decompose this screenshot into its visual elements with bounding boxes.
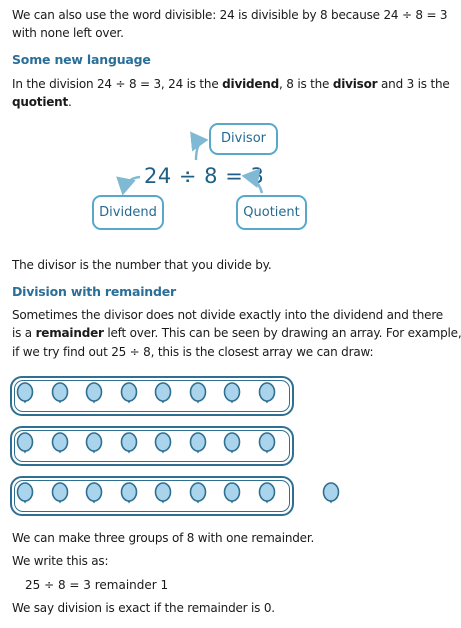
divisor-definition: The divisor is the number that you divide by. xyxy=(12,258,272,272)
remainder-line-3: if we try find out 25 ÷ 8, this is the closest array we can draw: xyxy=(12,345,374,359)
balloon-icon xyxy=(189,432,207,458)
diagram-arrows xyxy=(0,0,407,260)
divisor-box: Divisor xyxy=(209,123,278,155)
equation: 24 ÷ 8 = 3 xyxy=(144,164,265,188)
remainder-line-2: is a remainder left over. This can be seen by drawing an array. For example, xyxy=(12,326,461,340)
conclusion-line-3: We say division is exact if the remainder is 0. xyxy=(12,601,275,615)
balloon-icon xyxy=(120,382,138,408)
new-language-heading: Some new language xyxy=(12,52,151,67)
divisor-term: divisor xyxy=(332,77,378,91)
calculation: 25 ÷ 8 = 3 remainder 1 xyxy=(25,578,169,592)
dividend-box: Dividend xyxy=(92,195,164,230)
remainder-heading: Division with remainder xyxy=(12,284,176,299)
balloon-icon xyxy=(223,432,241,458)
balloon-icon xyxy=(189,382,207,408)
balloon-icon xyxy=(16,482,34,508)
conclusion-line-2: We write this as: xyxy=(12,554,109,568)
arrow-to-divisor xyxy=(196,140,206,160)
balloon-icon xyxy=(16,382,34,408)
quotient-box: Quotient xyxy=(236,195,307,230)
balloon-icon xyxy=(51,482,69,508)
intro-line-1: We can also use the word divisible: 24 is divisible by 8 because 24 ÷ 8 = 3 xyxy=(12,8,448,22)
balloon-icon xyxy=(85,382,103,408)
balloon-icon xyxy=(85,482,103,508)
balloon-icon xyxy=(85,432,103,458)
new-language-line-2: quotient. xyxy=(12,95,72,109)
balloon-icon xyxy=(189,482,207,508)
balloon-icon xyxy=(154,482,172,508)
remainder-term: remainder xyxy=(35,326,104,340)
balloon-icon xyxy=(258,482,276,508)
balloon-icon xyxy=(51,382,69,408)
remainder-line-1: Sometimes the divisor does not divide exactly into the dividend and there xyxy=(12,308,443,322)
balloon-icon xyxy=(154,432,172,458)
dividend-term: dividend xyxy=(222,77,280,91)
conclusion-line-1: We can make three groups of 8 with one remainder. xyxy=(12,531,315,545)
balloon-icon xyxy=(16,432,34,458)
balloon-icon xyxy=(258,382,276,408)
arrow-to-quotient xyxy=(244,176,262,193)
balloon-icon xyxy=(322,482,340,508)
balloon-icon xyxy=(223,382,241,408)
new-language-line-1: In the division 24 ÷ 8 = 3, 24 is the dividend, 8 is the divisor and 3 is the xyxy=(12,77,450,91)
balloon-icon xyxy=(154,382,172,408)
quotient-term: quotient xyxy=(12,95,69,109)
balloon-icon xyxy=(258,432,276,458)
intro-line-2: with none left over. xyxy=(12,26,124,40)
balloon-icon xyxy=(223,482,241,508)
balloon-icon xyxy=(120,432,138,458)
balloon-icon xyxy=(51,432,69,458)
arrow-to-dividend xyxy=(123,177,140,193)
balloon-icon xyxy=(120,482,138,508)
